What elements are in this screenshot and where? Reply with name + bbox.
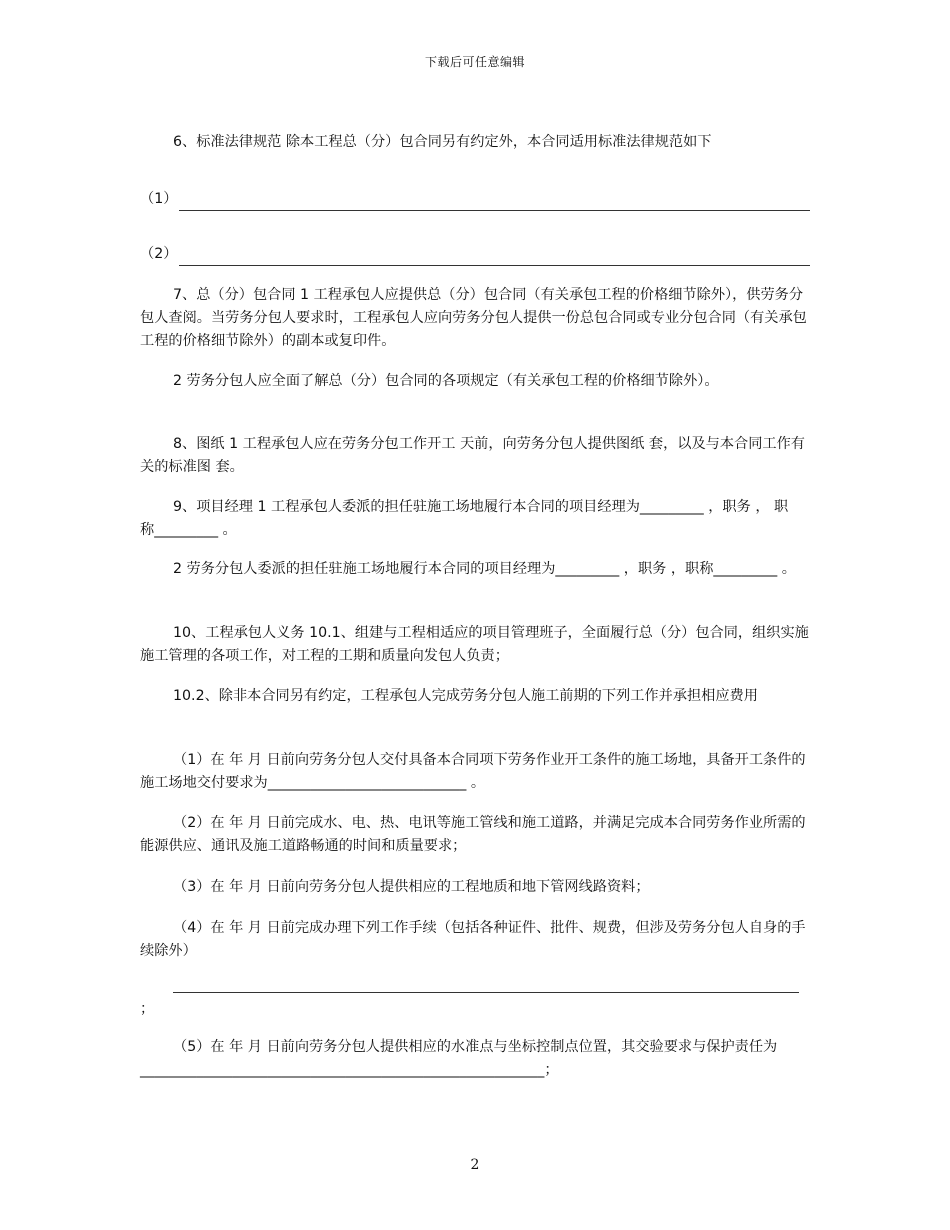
clause-8: 8、图纸 1 工程承包人应在劳务分包工作开工 天前，向劳务分包人提供图纸 套，以及与本合同工作有关的标准图 套。 bbox=[140, 436, 805, 475]
clause-9-1: 9、项目经理 1 工程承包人委派的担任驻施工场地履行本合同的项目经理为_________ ，职务 ， 职称_________ 。 bbox=[140, 499, 789, 538]
clause-6-item-2 bbox=[140, 243, 810, 266]
clause-10-2-item-3: （3）在 年 月 日前向劳务分包人提供相应的工程地质和地下管网线路资料； bbox=[173, 879, 650, 895]
clause-10-2-item-2: （2）在 年 月 日前完成水、电、热、电讯等施工管线和施工道路，并满足完成本合同劳务作业所需的能源供应、通讯及施工道路畅通的时间和质量要求； bbox=[140, 815, 806, 854]
clause-10-2-item-1: （1）在 年 月 日前向劳务分包人交付具备本合同项下劳务作业开工条件的施工场地，具备开工条件的施工场地交付要求为____________________________ 。 bbox=[140, 752, 806, 791]
clause-7-1: 7、总（分）包合同 1 工程承包人应提供总（分）包合同（有关承包工程的价格细节除外），供劳务分包人查阅。当劳务分包人要求时，工程承包人应向劳务分包人提供一份总包合同或专业分包合同（有关承包工程的价格细节除外）的副本或复印件。 bbox=[140, 287, 807, 349]
page-header: 下载后可任意编辑 bbox=[424, 55, 525, 69]
clause-7-2: 2 劳务分包人应全面了解总（分）包合同的各项规定（有关承包工程的价格细节除外）。 bbox=[173, 373, 719, 389]
item-4-terminator: ； bbox=[140, 1001, 155, 1017]
fill-in-line bbox=[173, 978, 799, 993]
fill-in-line bbox=[179, 251, 810, 266]
clause-10-2: 10.2、除非本合同另有约定，工程承包人完成劳务分包人施工前期的下列工作并承担相应费用 bbox=[173, 688, 758, 704]
clause-9-2: 2 劳务分包人委派的担任驻施工场地履行本合同的项目经理为_________ ，职务 ，职称_________ 。 bbox=[173, 561, 796, 577]
page-number: 2 bbox=[470, 1157, 480, 1173]
clause-10-2-item-5: （5）在 年 月 日前向劳务分包人提供相应的水准点与坐标控制点位置，其交验要求与保护责任为_________________________________________________________； bbox=[140, 1039, 778, 1078]
fill-in-line bbox=[179, 196, 810, 211]
clause-10-2-item-4: （4）在 年 月 日前完成办理下列工作手续（包括各种证件、批件、规费，但涉及劳务分包人自身的手续除外） bbox=[140, 920, 806, 959]
clause-6: 6、标准法律规范 除本工程总（分）包合同另有约定外，本合同适用标准法律规范如下 bbox=[173, 134, 712, 150]
clause-10-1: 10、工程承包人义务 10.1、组建与工程相适应的项目管理班子，全面履行总（分）包合同，组织实施施工管理的各项工作，对工程的工期和质量向发包人负责； bbox=[140, 625, 809, 664]
item-label: （2） bbox=[140, 246, 178, 262]
clause-6-item-1 bbox=[140, 188, 810, 211]
item-label: （1） bbox=[140, 191, 178, 207]
